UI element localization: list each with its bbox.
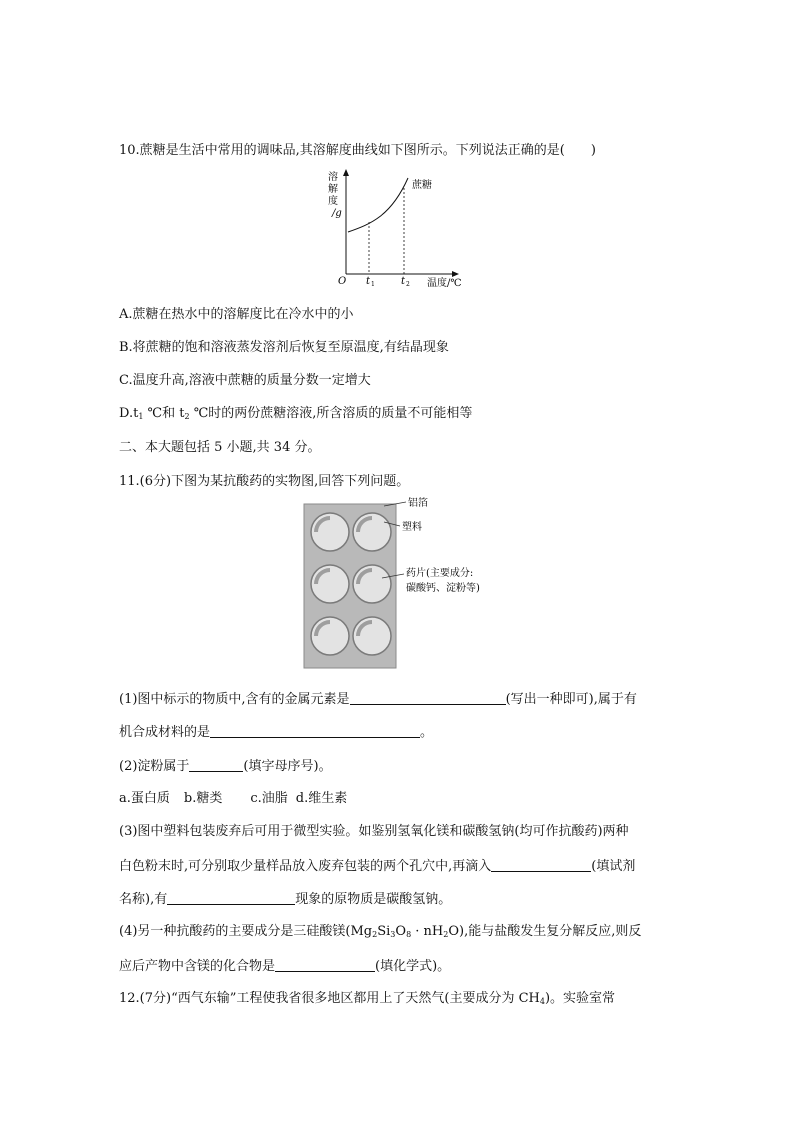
origin-label: O — [338, 276, 347, 287]
q10-d-sub2: 2 — [184, 412, 190, 421]
y-label-1: 溶 — [328, 172, 338, 183]
x-axis-arrow — [452, 271, 459, 277]
q12-sub: 4 — [539, 997, 545, 1006]
q11-part4-line1 — [119, 923, 641, 944]
answer-blank-phenomenon[interactable] — [167, 890, 295, 905]
q11-part3-line3 — [119, 890, 451, 909]
y-label-3: 度 — [328, 196, 338, 207]
q11-p3c: (填试剂 — [591, 859, 636, 874]
t1-label: t — [366, 276, 371, 287]
formula-part: O),能与盐酸发生复分解反应,则反 — [448, 924, 642, 939]
q11-p3e: 现象的原物质是碳酸氢钠。 — [295, 892, 452, 907]
q11-p1c: 机合成材料的是 — [119, 725, 211, 740]
q11-p4a: (4)另一种抗酸药的主要成分是三硅酸镁(Mg — [119, 924, 373, 939]
sucrose-curve — [348, 178, 408, 232]
q11-p3b: 白色粉末时,可分别取少量样品放入废弃包装的两个孔穴中,再滴入 — [119, 859, 492, 874]
q10-d-post: ℃时的两份蔗糖溶液,所含溶质的质量不可能相等 — [189, 406, 473, 421]
q11-part3-line2 — [119, 857, 635, 876]
label-foil: 铝箔 — [408, 498, 428, 509]
q11-p1d: 。 — [420, 725, 434, 740]
t1-sub: 1 — [371, 281, 375, 288]
x-label: 温度/℃ — [427, 278, 462, 289]
q10-option-b: B.将蔗糖的饱和溶液蒸发溶剂后恢复至原温度,有结晶现象 — [119, 340, 449, 355]
q10-option-a: A.蔗糖在热水中的溶解度比在冷水中的小 — [119, 307, 354, 322]
sub: 8 — [406, 930, 412, 939]
q11-p4c: (填化学式)。 — [375, 959, 451, 974]
sub: 2 — [443, 930, 449, 939]
label-tablet-2: 碳酸钙、淀粉等) — [406, 583, 480, 594]
t2-label: t — [401, 276, 406, 287]
sub: 3 — [390, 930, 396, 939]
q10-stem: 10.蔗糖是生活中常用的调味品,其溶解度曲线如下图所示。下列说法正确的是( ) — [119, 143, 596, 158]
formula-part: Si — [377, 924, 391, 939]
answer-blank-metal[interactable] — [350, 690, 506, 705]
q11-p1a: (1)图中标示的物质中,含有的金属元素是 — [119, 692, 350, 707]
formula-part: · nH — [411, 924, 444, 939]
q11-stem: 11.(6分)下图为某抗酸药的实物图,回答下列问题。 — [119, 474, 410, 489]
q11-part3-line1: (3)图中塑料包装废弃后可用于微型实验。如鉴别氢氧化镁和碳酸氢钠(均可作抗酸药)两种 — [119, 824, 629, 839]
label-tablet-1: 药片(主要成分: — [406, 568, 474, 579]
q10-d-pre: D.t — [119, 406, 139, 421]
sub: 2 — [372, 930, 378, 939]
y-label-unit: /g — [332, 208, 342, 219]
t2-sub: 2 — [406, 281, 410, 288]
answer-blank-formula[interactable] — [275, 957, 375, 972]
q10-option-c: C.温度升高,溶液中蔗糖的质量分数一定增大 — [119, 373, 371, 388]
q11-opt-c: c.油脂 — [250, 791, 288, 806]
answer-blank-synthetic[interactable] — [210, 723, 420, 738]
q10-d-sub1: 1 — [138, 412, 144, 421]
curve-label: 蔗糖 — [412, 180, 432, 191]
q11-p2a: (2)淀粉属于 — [119, 759, 190, 774]
q11-part2 — [119, 757, 332, 776]
q11-p1b: (写出一种即可),属于有 — [505, 692, 637, 707]
q11-part1-line1 — [119, 690, 637, 709]
q10-d-mid: ℃和 t — [143, 406, 185, 421]
q11-opt-a: a.蛋白质 — [119, 791, 170, 806]
solubility-graph — [326, 166, 476, 290]
q11-opt-b: b.糖类 — [183, 791, 223, 806]
q11-p3d: 名称),有 — [119, 892, 168, 907]
answer-blank-reagent[interactable] — [491, 857, 591, 872]
q11-part2-options — [119, 790, 347, 808]
y-axis-arrow — [343, 169, 349, 176]
section-2-header: 二、本大题包括 5 小题,共 34 分。 — [119, 440, 321, 455]
y-label-2: 解 — [328, 184, 338, 195]
q12-stem — [119, 990, 615, 1011]
q10-option-d — [119, 405, 472, 426]
formula-part: O — [395, 924, 407, 939]
antacid-blister-image — [300, 496, 500, 672]
answer-blank-starch[interactable] — [189, 757, 243, 772]
q11-opt-d: d.维生素 — [295, 791, 348, 806]
q12-post: )。实验室常 — [544, 991, 616, 1006]
q11-p2b: (填字母序号)。 — [243, 759, 332, 774]
q12-pre: 12.(7分)“西气东输”工程使我省很多地区都用上了天然气(主要成分为 CH — [119, 991, 540, 1006]
q11-part4-line2 — [119, 957, 450, 976]
label-plastic: 塑料 — [402, 522, 422, 533]
q11-p4b: 应后产物中含镁的化合物是 — [119, 959, 276, 974]
q11-part1-line2 — [119, 723, 433, 742]
